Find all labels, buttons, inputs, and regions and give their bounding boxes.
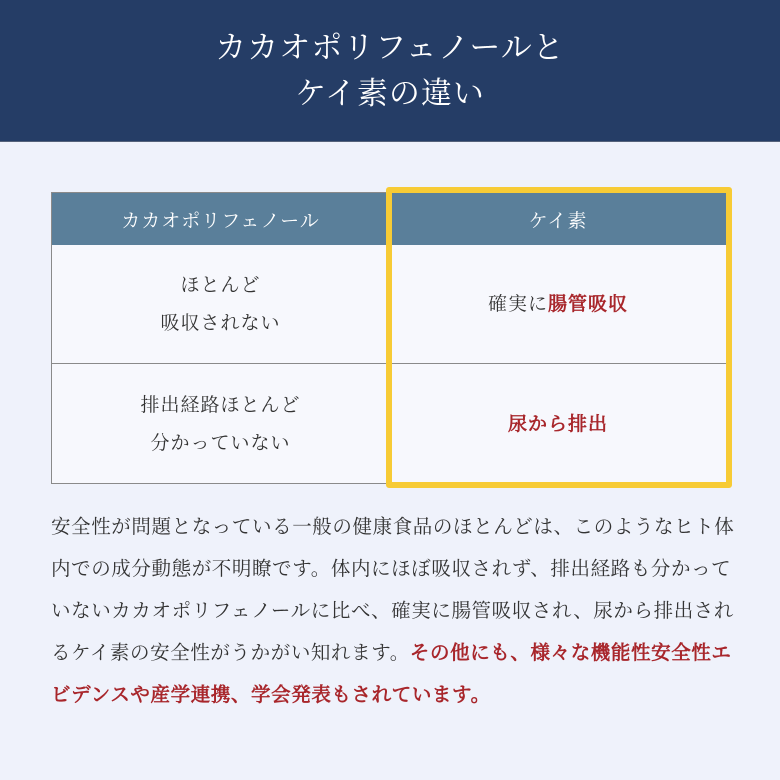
cell-text-emphasis: 尿から排出 <box>507 412 608 435</box>
column-cacao-polyphenol <box>52 193 389 483</box>
cell-cacao-absorption <box>52 245 389 364</box>
cell-text-prefix: 確実に <box>487 293 548 315</box>
cell-text-emphasis: 腸管吸収 <box>548 293 629 315</box>
cell-cacao-excretion <box>52 364 389 483</box>
column-header-cacao: カカオポリフェノール <box>52 193 389 245</box>
cell-text-line: 分かっていない <box>150 431 291 454</box>
cell-text-line: ほとんど <box>180 274 261 296</box>
hero-banner <box>0 0 780 142</box>
description-emphasis: その他にも、様々な機能性安全性エビデンスや産学連携、学会発表もされています。 <box>51 641 732 706</box>
hero-title-line-2: ケイ素の違い <box>295 75 485 112</box>
cell-text-line: 吸収されない <box>160 312 281 334</box>
column-header-silicon: ケイ素 <box>389 193 727 245</box>
cell-text-line: 排出経路ほとんど <box>140 393 301 416</box>
description-text: 安全性が問題となっている一般の健康食品のほとんどは、このようなヒト体内での成分動態が不明瞭です。体内にほぼ吸収されず、排出経路も分かっていないカカオポリフェノールに比べ、確実に腸管吸収され、尿から排出されるケイ素の安全性がうかがい知れます。 <box>51 515 735 664</box>
column-silicon <box>389 193 727 483</box>
description-paragraph <box>51 506 735 716</box>
comparison-table <box>51 192 728 484</box>
cell-silicon-absorption <box>389 245 727 364</box>
hero-title-line-1: カカオポリフェノールと <box>215 29 565 66</box>
cell-silicon-excretion <box>389 364 727 483</box>
